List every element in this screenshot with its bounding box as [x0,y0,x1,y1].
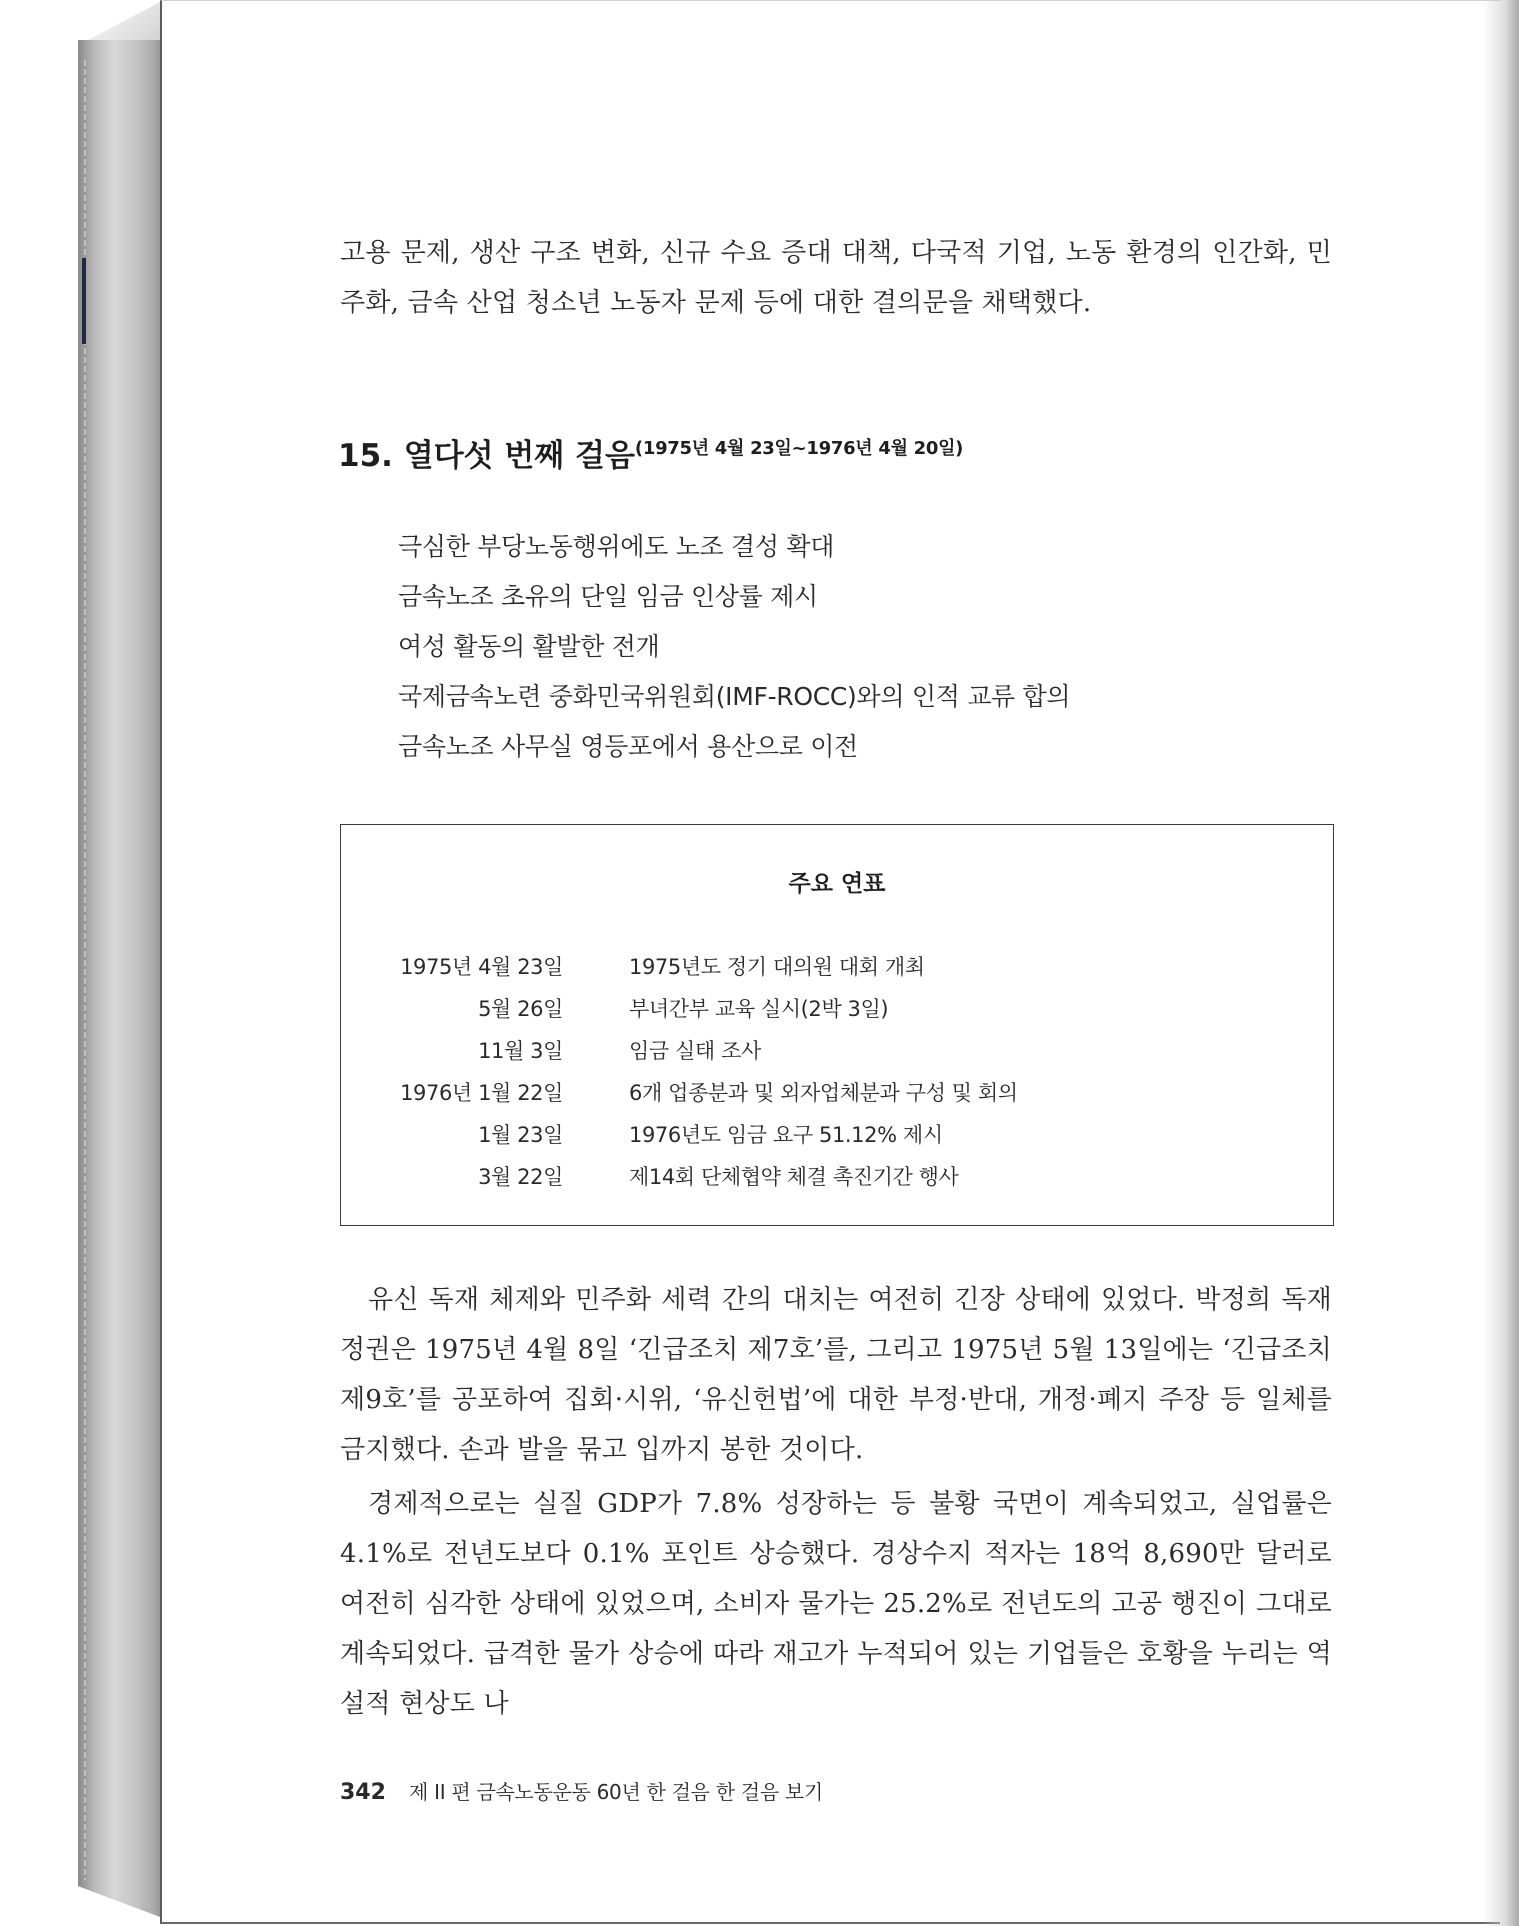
highlight-item: 국제금속노련 중화민국위원회(IMF-ROCC)와의 인적 교류 합의 [398,682,1071,711]
intro-paragraph: 고용 문제, 생산 구조 변화, 신규 수요 증대 대책, 다국적 기업, 노동 환경의 인간화, 민주화, 금속 산업 청소년 노동자 문제 등에 대한 결의문을 채택했다. [340,238,1332,318]
book-edge-top [78,0,164,45]
timeline-row [341,951,1335,993]
page-footer [340,1776,823,1805]
footer-title: 제 II 편 금속노동운동 60년 한 걸음 한 걸음 보기 [409,1780,823,1804]
timeline-date: 3월 22일 [478,1165,563,1189]
timeline-box [340,824,1334,1226]
edge-marker [82,258,86,344]
timeline-date: 1975년 4월 23일 [400,955,563,979]
timeline-event: 1976년도 임금 요구 51.12% 제시 [629,1123,943,1147]
timeline-row [341,1077,1335,1119]
body-paragraph: 유신 독재 체제와 민주화 세력 간의 대치는 여전히 긴장 상태에 있었다. 박정희 독재 정권은 1975년 4월 8일 ‘긴급조치 제7호’를, 그리고 1975년 5월 13일에는 ‘긴급조치 제9호’를 공포하여 집회·시위, ‘유신헌법’에 대한 부정·반대, 개정·폐지 주장 등 일체를 금지했다. 손과 발을 묶고 입까지 봉한 것이다. [340,1285,1332,1465]
timeline-event: 제14회 단체협약 체결 촉진기간 행사 [629,1165,959,1189]
timeline-row [341,1161,1335,1203]
highlight-item: 극심한 부당노동행위에도 노조 결성 확대 [398,532,835,561]
timeline-event: 임금 실태 조사 [629,1039,761,1063]
section-heading [338,430,963,475]
highlights-list [398,522,1070,772]
timeline-row [341,993,1335,1035]
section-heading-title: 15. 열다섯 번째 걸음 [338,438,635,474]
timeline-event: 1975년도 정기 대의원 대회 개최 [629,955,925,979]
highlight-item: 금속노조 초유의 단일 임금 인상률 제시 [398,582,818,611]
book-page-edge [78,40,168,1920]
page-number: 342 [340,1780,386,1805]
body-paragraph: 경제적으로는 실질 GDP가 7.8% 성장하는 등 불황 국면이 계속되었고, 실업률은 4.1%로 전년도보다 0.1% 포인트 상승했다. 경상수지 적자는 18억 8,690만 달러로 여전히 심각한 상태에 있었으며, 소비자 물가는 25.2%로 전년도의 고공 행진이 그대로 계속되었다. 급격한 물가 상승에 따라 재고가 누적되어 있는 기업들은 호황을 누리는 역설적 현상도 나 [340,1489,1332,1719]
highlight-item: 금속노조 사무실 영등포에서 용산으로 이전 [398,732,858,761]
timeline-row [341,1119,1335,1161]
timeline-title: 주요 연표 [788,871,886,897]
page-shadow [1483,0,1519,1926]
timeline-date: 11월 3일 [478,1039,563,1063]
timeline-event: 부녀간부 교육 실시(2박 3일) [629,997,889,1021]
timeline-date: 1976년 1월 22일 [400,1081,563,1105]
timeline-date: 5월 26일 [478,997,563,1021]
timeline-date: 1월 23일 [478,1123,563,1147]
section-heading-period: (1975년 4월 23일~1976년 4월 20일) [634,438,964,459]
highlight-item: 여성 활동의 활발한 전개 [398,632,660,661]
timeline-event: 6개 업종분과 및 외자업체분과 구성 및 회의 [629,1081,1018,1105]
timeline-row [341,1035,1335,1077]
